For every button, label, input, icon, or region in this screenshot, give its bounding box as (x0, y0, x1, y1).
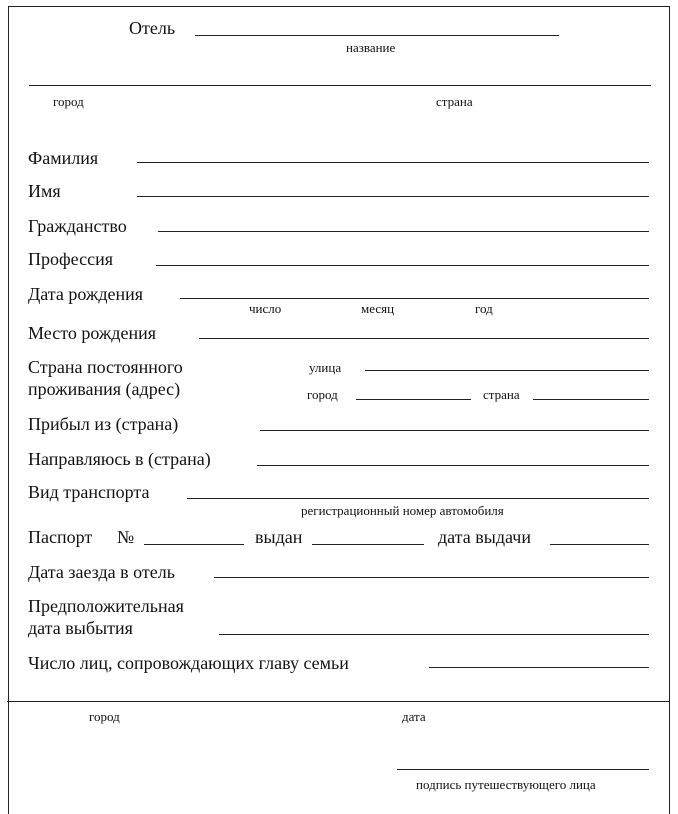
passport-label: Паспорт (28, 527, 93, 547)
birth-month-caption: месяц (361, 301, 395, 316)
residence-label (28, 356, 183, 400)
birth-date-label: Дата рождения (28, 284, 144, 304)
residence-city-field[interactable] (356, 399, 471, 400)
issue-date-label: дата выдачи (438, 527, 531, 547)
citizenship-label: Гражданство (28, 216, 127, 236)
issued-by-field[interactable] (312, 544, 424, 545)
footer-date-caption: дата (402, 709, 426, 724)
surname-field[interactable] (137, 162, 649, 163)
transport-label: Вид транспорта (28, 482, 150, 502)
hotel-name-caption: название (346, 40, 396, 55)
checkin-date-field[interactable] (214, 577, 649, 578)
profession-label: Профессия (28, 249, 113, 269)
car-registration-caption: регистрационный номер автомобиля (301, 503, 504, 518)
birth-year-caption: год (475, 301, 493, 316)
street-caption: улица (309, 360, 342, 375)
first-name-label: Имя (28, 181, 61, 201)
registration-form (8, 6, 670, 814)
departure-label-line2: дата выбытия (28, 618, 133, 638)
companions-field[interactable] (429, 667, 649, 668)
hotel-country-caption: страна (436, 94, 473, 109)
heading-to-field[interactable] (257, 465, 649, 466)
signature-field[interactable] (397, 769, 649, 770)
residence-label-line2: проживания (адрес) (28, 379, 181, 399)
heading-to-label: Направляюсь в (страна) (28, 449, 211, 469)
passport-number-sign: № (117, 527, 135, 547)
birth-date-field[interactable] (180, 298, 649, 299)
hotel-label: Отель (129, 18, 176, 38)
companions-label: Число лиц, сопровождающих главу семьи (28, 653, 349, 673)
citizenship-field[interactable] (158, 231, 649, 232)
residence-country-field[interactable] (533, 399, 649, 400)
residence-label-line1: Страна постоянного (28, 357, 183, 377)
birth-day-caption: число (249, 301, 282, 316)
signature-caption: подпись путешествующего лица (416, 777, 596, 792)
hotel-name-line[interactable] (195, 35, 559, 36)
footer-city-caption: город (89, 709, 120, 724)
checkin-date-label: Дата заезда в отель (28, 562, 175, 582)
issue-date-field[interactable] (550, 544, 649, 545)
birth-place-field[interactable] (199, 338, 649, 339)
surname-label: Фамилия (28, 148, 99, 168)
profession-field[interactable] (156, 265, 649, 266)
birth-place-label: Место рождения (28, 323, 157, 343)
passport-number-field[interactable] (144, 544, 244, 545)
arrived-from-label: Прибыл из (страна) (28, 414, 179, 434)
hotel-city-caption: город (53, 94, 84, 109)
residence-country-caption: страна (483, 387, 520, 402)
transport-field[interactable] (187, 498, 649, 499)
issued-by-label: выдан (255, 527, 303, 547)
footer-line (7, 701, 669, 702)
departure-label-line1: Предположительная (28, 596, 184, 616)
first-name-field[interactable] (137, 196, 649, 197)
arrived-from-field[interactable] (260, 430, 649, 431)
residence-city-caption: город (307, 387, 338, 402)
departure-date-label (28, 595, 184, 639)
departure-date-field[interactable] (219, 634, 649, 635)
hotel-location-line[interactable] (29, 85, 651, 86)
street-field[interactable] (365, 370, 649, 371)
